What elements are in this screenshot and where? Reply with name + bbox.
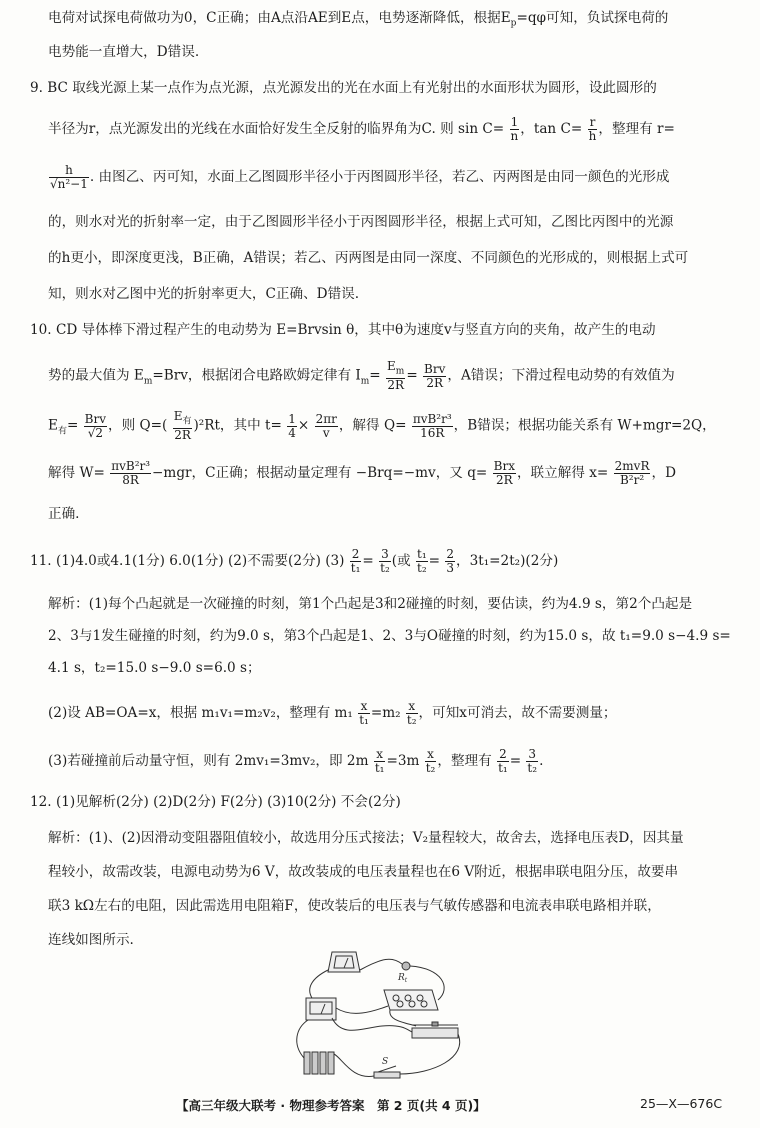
text-line [48, 594, 692, 614]
text: ，则 Q=( [108, 417, 168, 434]
fraction: $\frac{1}{4}$ [288, 411, 296, 440]
fraction: $E_有$ 2R [173, 409, 192, 443]
question-10-line [30, 320, 656, 340]
text-line [48, 930, 134, 950]
fraction: $\frac{x}{\text{t₂}}$ [425, 747, 436, 775]
text: 半径为r，点光源发出的光线在水面恰好发生全反射的临界角为C. 则 sin C= [48, 121, 505, 137]
text: 电势能一直增大，D错误. [48, 44, 200, 60]
text: =3m [386, 753, 420, 769]
footer-code: 25—X—676C [640, 1096, 723, 1111]
text: ，整理有 r= [598, 121, 675, 137]
fraction: $\frac{1}{n}$ [510, 115, 519, 143]
text-line: 势的最大值为 $E_m=Brv$，根据闭合电路欧姆定律有 $I_m=$ $\frac{E_m}{2R}$ = Brv 2R ，A错误；下滑过程电动势的有效值为 [48, 359, 675, 393]
text-line [48, 700, 617, 727]
text: ，可知x可消去，故不需要测量； [418, 705, 617, 721]
fraction: Brv 2R [424, 361, 446, 390]
fraction: $\frac{\text{t₁}}{\text{t₂}}$ [417, 547, 427, 575]
fraction: Brx 2R [493, 459, 515, 487]
text: 联3 kΩ左右的电阻，因此需选用电阻箱F，使改装后的电压表与气敏传感器和电流表串联电路相并联， [48, 898, 661, 914]
text: 势的最大值为 E [48, 367, 144, 384]
fraction: $\frac{x}{\text{t₁}}$ [359, 699, 369, 727]
text-line [48, 212, 673, 232]
text-line [48, 8, 668, 34]
text: ，联立解得 x= [516, 465, 609, 481]
voltmeter-top-icon [328, 952, 360, 972]
text: ，解得 Q= [338, 417, 407, 434]
fraction: $\frac{h}{\text{√n²−1}}$ [50, 163, 88, 191]
text: 10. CD 导体棒下滑过程产生的电动势为 E=Brvsin θ，其中θ为速度v与竖直方向的夹角，故产生的电动 [30, 322, 656, 338]
resistance-box-icon [384, 990, 438, 1010]
fraction: $\frac{E_m}{2R}$ [387, 359, 405, 393]
text: 的，则水对光的折射率一定，由于乙图圆形半径小于丙图圆形半径，根据上式可知，乙图比丙图中的光源 [48, 214, 674, 230]
text-line [48, 116, 675, 143]
footer-title: 【高三年级大联考 · 物理参考答案 第 2 页(共 4 页)】 [176, 1098, 486, 1113]
text: =Brv，根据闭合电路欧姆定律有 I [152, 367, 361, 384]
circuit-figure [292, 948, 472, 1086]
text: 正确. [48, 506, 80, 522]
figure-label-switch: S [382, 1057, 389, 1067]
switch-icon [374, 1066, 400, 1078]
question-9-line [30, 78, 657, 98]
text: 解得 W= [48, 465, 105, 481]
text: 的h更小，即深度更浅，B正确，A错误；若乙、丙两图是由同一深度、不同颜色的光形成的，则根据上式可 [48, 250, 689, 266]
fraction: 2mvR B²r² [614, 459, 650, 487]
text: (2)设 AB=OA=x，根据 m₁v₁=m₂v₂，整理有 m₁ [48, 705, 353, 721]
text: 知，则水对乙图中光的折射率更大，C正确、D错误. [48, 286, 360, 302]
text-line [48, 42, 199, 62]
figure-label-rt: $R_t$ [398, 973, 408, 984]
text: =qφ可知，负试探电荷的 [516, 10, 669, 26]
fraction: $\frac{3}{\text{t₂}}$ [527, 747, 538, 775]
fraction: $\frac{2\pi r}{v}$ [315, 411, 337, 440]
question-12-line [30, 792, 401, 812]
rheostat-icon [412, 1022, 458, 1038]
text-line [48, 862, 678, 882]
text: (或 [391, 553, 411, 569]
fraction: $\frac{3}{\text{t₂}}$ [380, 547, 390, 575]
text: ，3t₁=2t₂)(2分) [456, 553, 559, 569]
text-line [48, 658, 261, 678]
text-line [48, 828, 684, 848]
text: 12. (1)见解析(2分) (2)D(2分) F(2分) (3)10(2分) 不会(2分) [30, 794, 401, 810]
text: 2、3与1发生碰撞的时刻，约为9.0 s，第3个凸起是1、2、3与O碰撞的时刻，约为15.0 s，故 t₁=9.0 s−4.9 s= [48, 628, 731, 644]
text: ，D [651, 465, 676, 481]
text-line [48, 626, 731, 646]
text: )²Rt，其中 t= [193, 417, 282, 434]
fraction: πvB²r³ 16R [412, 411, 452, 440]
battery-icon [304, 1052, 334, 1074]
text: . 由图乙、丙可知，水面上乙图圆形半径小于丙图圆形半径，若乙、丙两图是由同一颜色的光形成 [89, 169, 670, 185]
text: 9. BC 取线光源上某一点作为点光源，点光源发出的光在水面上有光射出的水面形状为圆形，设此圆形的 [30, 80, 657, 96]
text: 程较小，故需改装，电源电动势为6 V，故改装成的电压表量程也在6 V附近，根据串联电阻分压，故要串 [48, 864, 679, 880]
text: ，tan C= [520, 121, 583, 137]
text: 解析：(1)、(2)因滑动变阻器阻值较小，故选用分压式接法；V₂量程较大，故舍去，选择电压表D，因其量 [48, 830, 684, 846]
fraction: $\frac{2}{\text{t₁}}$ [350, 547, 361, 575]
text: (3)若碰撞前后动量守恒，则有 2mv₁=3mv₂，即 2m [48, 753, 369, 769]
text: 解析：(1)每个凸起就是一次碰撞的时刻，第1个凸起是3和2碰撞的时刻，要估读，约为4.9 s，第2个凸起是 [48, 596, 693, 612]
text: =m₂ [370, 705, 401, 721]
text-line [48, 896, 661, 916]
fraction: $\frac{2}{\text{t₁}}$ [498, 747, 508, 775]
text-line: (3)若碰撞前后动量守恒，则有 2mv₁=3mv₂，即 2m $\frac{x}{\text{t₁}}$ =3m $\frac{x}{\text{t₂}}$ ，整理有 $\frac{2}{\text{t₁}}$ = $\frac{3}{\text{t₂}}$ . [48, 747, 544, 775]
fraction: Brv √2 [84, 411, 107, 440]
text-line [48, 164, 669, 191]
text: . [539, 753, 544, 769]
text-line: $E_有=$ Brv √2 ，则 Q=( $E_有$ 2R )²Rt，其中 t= $\frac{1}{4}$ × $\frac{2\pi r}{v}$ ，解得 Q= πvB²r³ 16R ，B错误；根据功能关系有 W+mgr=2Q， [48, 409, 716, 443]
text-line [48, 460, 676, 487]
text-line [48, 504, 80, 524]
meter-middle-icon [306, 998, 336, 1020]
fraction: $\frac{r}{h}$ [588, 115, 597, 143]
text-line [48, 248, 688, 268]
text: 连线如图所示. [48, 932, 134, 948]
fraction: πvB²r³ 8R [111, 459, 151, 487]
question-11-line: 11. (1)4.0或4.1(1分) 6.0(1分) (2)不需要(2分) (3) $\frac{2}{\text{t₁}}$ = $\frac{3}{\text{t₂}}$ (或 $\frac{\text{t₁}}{\text{t₂}}$ = $\frac{2}{3}$ ，3t₁=2t₂)(2分) [30, 547, 559, 575]
text-line [48, 284, 359, 304]
fraction: $\frac{x}{\text{t₂}}$ [406, 699, 417, 727]
gas-sensor-icon [402, 962, 410, 970]
text: 4.1 s，t₂=15.0 s−9.0 s=6.0 s； [48, 660, 261, 676]
text: 11. (1)4.0或4.1(1分) 6.0(1分) (2)不需要(2分) (3) [30, 553, 345, 569]
text: ，B错误；根据功能关系有 W+mgr=2Q， [453, 417, 716, 434]
text: −mgr，C正确；根据动量定理有 −Brq=−mv，又 q= [152, 465, 488, 481]
fraction: $\frac{2}{3}$ [446, 547, 455, 575]
text: ，A错误；下滑过程电动势的有效值为 [447, 367, 675, 384]
subscript: p [510, 18, 517, 29]
fraction: $\frac{x}{\text{t₁}}$ [374, 747, 385, 775]
text: 电荷对试探电荷做功为0，C正确；由A点沿AE到E点，电势逐渐降低，根据E [48, 10, 511, 26]
text: ，整理有 [437, 753, 492, 769]
